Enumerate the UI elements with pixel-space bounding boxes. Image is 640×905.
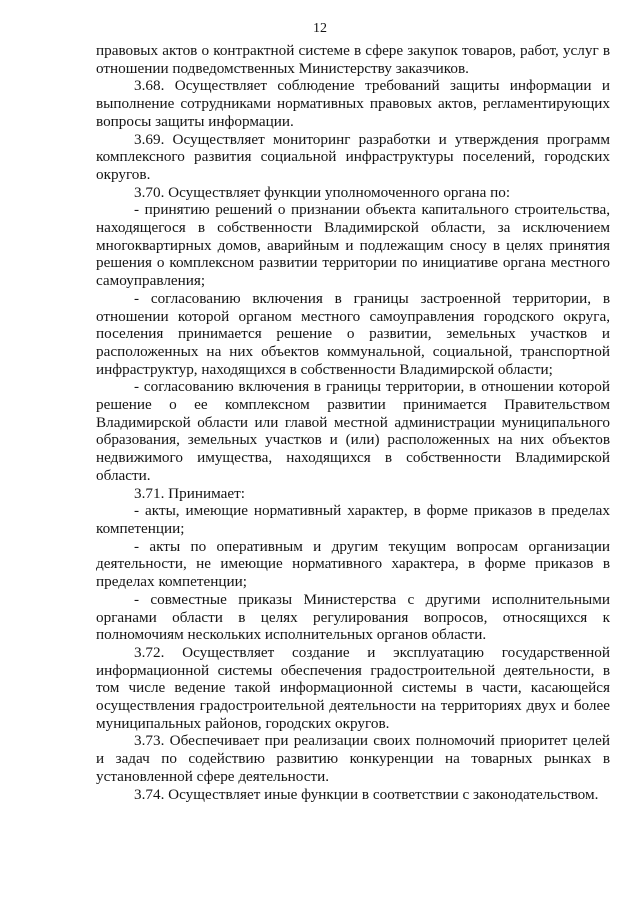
paragraph-3-71-item-1: - акты, имеющие нормативный характер, в форме приказов в пределах компетенции; [96, 502, 610, 537]
paragraph-3-73: 3.73. Обеспечивает при реализации своих полномочий приоритет целей и задач по содействию развитию конкуренции на товарных рынках в установленной сфере деятельности. [96, 732, 610, 785]
page-number: 12 [313, 21, 327, 36]
paragraph-3-70-item-2: - согласованию включения в границы застроенной территории, в отношении которой органом местного самоуправления городского округа, поселения принимается решение о развитии, земельных участков и расположенных на них объектов коммунальной, социальной, транспортной инфраструктур, находящихся в собственности Владимирской области; [96, 289, 610, 378]
paragraph-3-70: 3.70. Осуществляет функции уполномоченного органа по: [134, 183, 511, 201]
paragraph-continuation: правовых актов о контрактной системе в сфере закупок товаров, работ, услуг в отношении подведомственных Министерству заказчиков. [96, 42, 610, 77]
paragraph-3-71-item-2: - акты по оперативным и другим текущим вопросам организации деятельности, не имеющие нормативного характера, в форме приказов в пределах компетенции; [96, 537, 610, 591]
paragraph-3-70-item-3: - согласованию включения в границы территории, в отношении которой решение о ее комплексном развитии принимается Правительством Владимирской области или главой местной администрации муниципального образования, земельных участков и (или) расположенных на них объектов недвижимого имущества, находящихся в собственности Владимирской области. [96, 378, 610, 484]
document-body [96, 42, 610, 803]
paragraph-3-72: 3.72. Осуществляет создание и эксплуатацию государственной информационной системы обеспечения градостроительной деятельности, в том числе ведение такой информационной системы в части, касающейся осуществления градостроительной деятельности на территориях двух и более муниципальных районов, городских округов. [96, 643, 610, 732]
paragraph-3-71: 3.71. Принимает: [134, 484, 245, 502]
paragraph-3-74: 3.74. Осуществляет иные функции в соответствии с законодательством. [134, 785, 599, 803]
paragraph-3-68: 3.68. Осуществляет соблюдение требований защиты информации и выполнение сотрудниками нормативных правовых актов, регламентирующих вопросы защиты информации. [96, 77, 610, 130]
paragraph-3-71-item-3: - совместные приказы Министерства с другими исполнительными органами области в целях регулирования вопросов, относящихся к полномочиям нескольких исполнительных органов области. [96, 590, 610, 644]
paragraph-3-70-item-1: - принятию решений о признании объекта капитального строительства, находящегося в собственности Владимирской области, за исключением многоквартирных домов, аварийным и подлежащим сносу в целях принятия решения о комплексном развитии территории по инициативе органа местного самоуправления; [96, 201, 610, 290]
paragraph-3-69: 3.69. Осуществляет мониторинг разработки и утверждения программ комплексного развития социальной инфраструктуры поселений, городских округов. [96, 130, 610, 183]
